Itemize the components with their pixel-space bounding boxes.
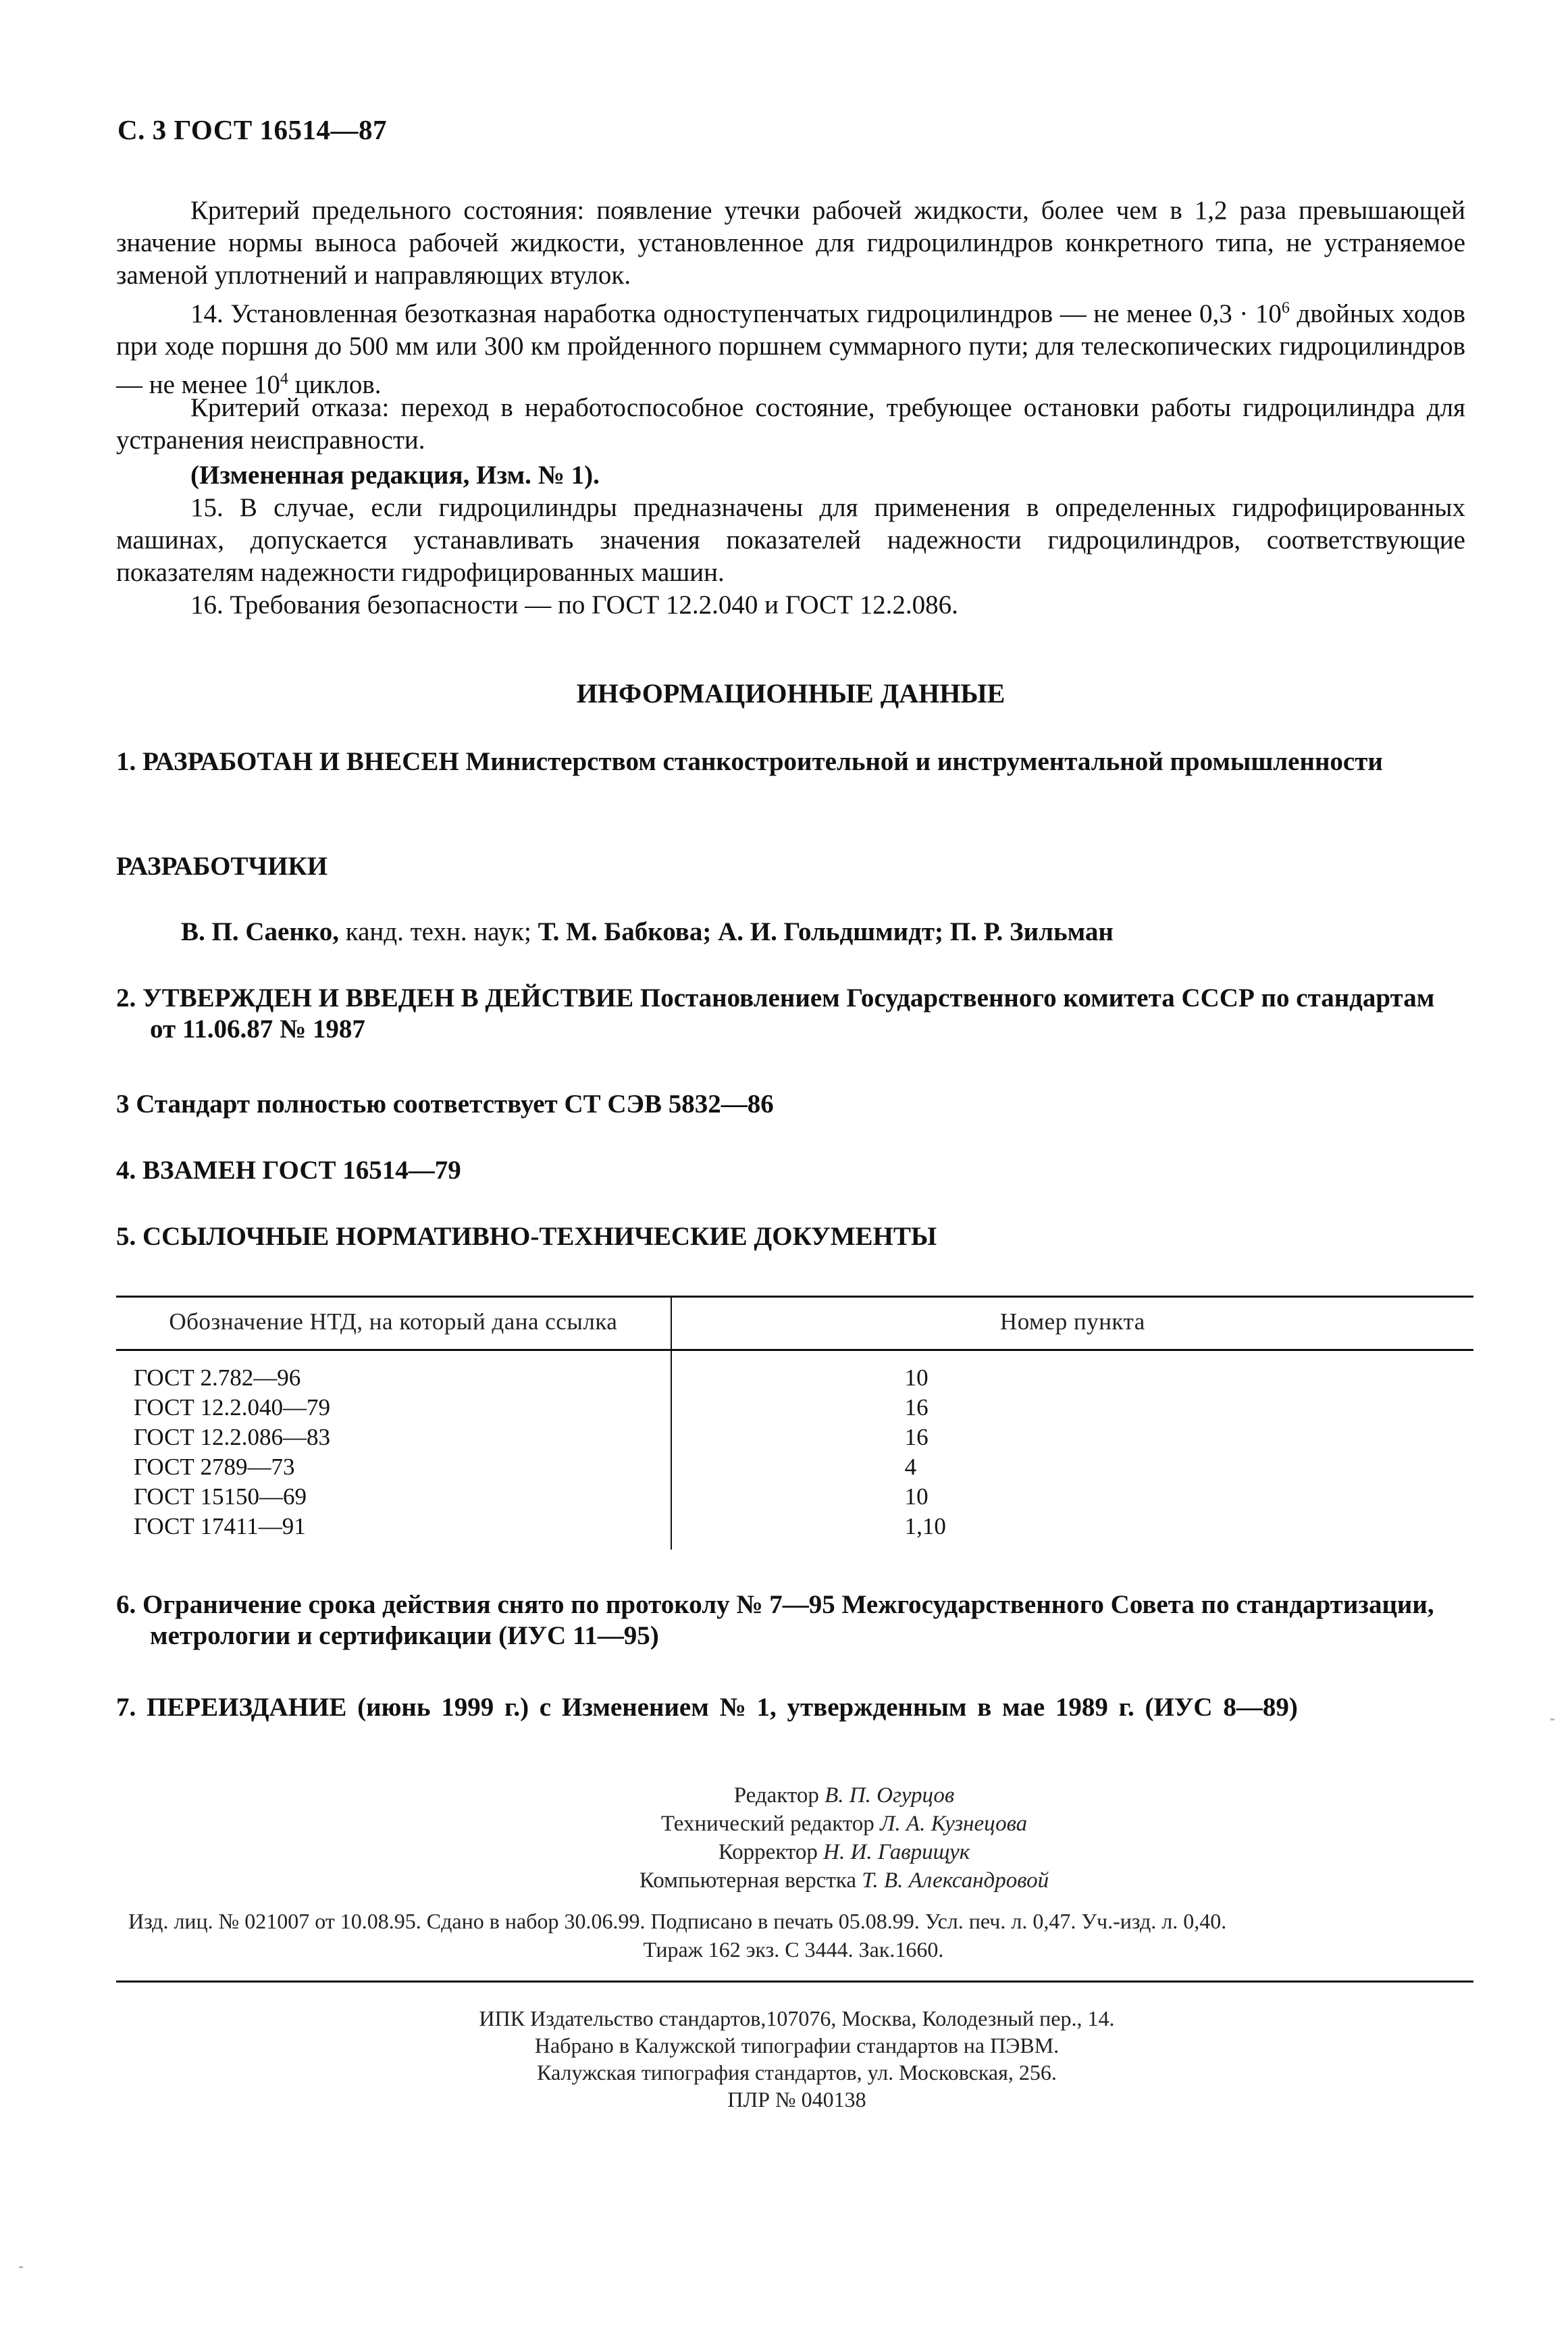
paragraph-14 <box>116 292 1465 401</box>
developer-name: В. П. Саенко, <box>181 917 339 946</box>
page-header: С. 3 ГОСТ 16514—87 <box>117 114 388 145</box>
table-row <box>116 1350 1473 1394</box>
credit-label: Редактор <box>733 1783 825 1808</box>
developers-heading: РАЗРАБОТЧИКИ <box>116 852 328 881</box>
column-header-item: Номер пункта <box>671 1298 1473 1350</box>
table-row <box>116 1452 1473 1482</box>
imprint-line-4: ПЛР № 040138 <box>727 2087 866 2112</box>
column-header-document: Обозначение НТД, на который дана ссылка <box>116 1298 671 1350</box>
scan-mark <box>1550 1718 1554 1720</box>
credit-corrector <box>473 1838 1216 1866</box>
developers-list <box>181 917 1114 947</box>
info-item-6 <box>116 1589 1465 1652</box>
item-number: 16 <box>904 1424 929 1450</box>
paragraph-failure-criterion <box>116 392 1465 457</box>
credit-layout <box>473 1866 1216 1895</box>
paragraph-text: 15. В случае, если гидроцилиндры предназначены для применения в определенных гидрофицированных машинах, допускается устанавливать значения показателей надежности гидроцилиндров, соответствующие показателям надежности гидрофицированных машин. <box>116 493 1465 587</box>
credit-label: Компьютерная верстка <box>639 1868 862 1893</box>
document-designation: ГОСТ 12.2.086—83 <box>116 1423 671 1452</box>
item-number: 4 <box>904 1454 917 1480</box>
info-item-text: 1. РАЗРАБОТАН И ВНЕСЕН Министерством станкостроительной и инструментальной промышленности <box>116 747 1383 776</box>
credit-name: Т. В. Александровой <box>862 1868 1049 1893</box>
developer-name: А. И. Гольдшмидт; <box>718 917 944 946</box>
credit-label: Технический редактор <box>660 1812 881 1836</box>
superscript: 6 <box>1281 299 1290 317</box>
credit-label: Корректор <box>718 1840 824 1864</box>
imprint-line-2: Набрано в Калужской типографии стандартов на ПЭВМ. <box>534 2033 1060 2058</box>
table-body <box>116 1350 1473 1550</box>
paragraph-text: Критерий отказа: переход в неработоспособное состояние, требующее остановки работы гидроцилиндра для устранения неисправности. <box>116 393 1465 455</box>
superscript: 4 <box>280 370 288 388</box>
developer-name: П. Р. Зильман <box>949 917 1114 946</box>
amendment-note: (Измененная редакция, Изм. № 1). <box>190 461 600 490</box>
imprint-block <box>317 2005 1276 2113</box>
paragraph-amendment-note <box>116 459 1465 492</box>
info-item-text: 6. Ограничение срока действия снято по протоколу № 7—95 Межгосударственного Совета по стандартизации, метрологии и сертификации (ИУС 11—95) <box>116 1590 1434 1650</box>
imprint-line-1: ИПК Издательство стандартов,107076, Москва, Колодезный пер., 14. <box>479 2006 1115 2030</box>
item-number: 10 <box>904 1483 929 1510</box>
info-section-title: ИНФОРМАЦИОННЫЕ ДАННЫЕ <box>576 678 1005 709</box>
text-run: циклов. <box>288 370 382 399</box>
ntd-table <box>116 1298 1473 1550</box>
developer-title: канд. техн. наук; <box>339 917 538 946</box>
text-run: 14. Установленная безотказная наработка одноступенчатых гидроцилиндров — не менее 0,3 · 10 <box>190 299 1282 328</box>
info-item-3: 3 Стандарт полностью соответствует СТ СЭВ 5832—86 <box>116 1090 774 1119</box>
info-item-4: 4. ВЗАМЕН ГОСТ 16514—79 <box>116 1156 461 1185</box>
paragraph-text <box>116 292 1465 401</box>
document-designation: ГОСТ 15150—69 <box>116 1482 671 1512</box>
paragraph-15 <box>116 492 1465 589</box>
imprint-line-3: Калужская типография стандартов, ул. Московская, 256. <box>537 2060 1057 2085</box>
separator <box>943 917 950 946</box>
credit-name: Н. И. Гаврищук <box>823 1840 970 1864</box>
paragraph-text: 16. Требования безопасности — по ГОСТ 12.2.040 и ГОСТ 12.2.086. <box>190 590 958 619</box>
credit-name: Л. А. Кузнецова <box>880 1812 1028 1836</box>
document-designation: ГОСТ 2.782—96 <box>116 1350 671 1394</box>
item-number: 10 <box>904 1364 929 1391</box>
credit-name: В. П. Огурцов <box>825 1783 955 1808</box>
paragraph-limit-state <box>116 195 1465 292</box>
table-row <box>116 1512 1473 1550</box>
credit-tech-editor <box>473 1810 1216 1838</box>
developer-name: Т. М. Бабкова; <box>538 917 712 946</box>
table-row <box>116 1482 1473 1512</box>
text-run: двойных ходов при ходе поршня до 500 мм или 300 км пройденного поршнем суммарного пути; для телескопических гидроцилиндров — не менее 10 <box>116 299 1466 399</box>
table-header-row <box>116 1298 1473 1350</box>
document-designation: ГОСТ 17411—91 <box>116 1512 671 1550</box>
info-item-text: 2. УТВЕРЖДЕН И ВВЕДЕН В ДЕЙСТВИЕ Постановлением Государственного комитета СССР по стандартам от 11.06.87 № 1987 <box>116 983 1435 1044</box>
document-designation: ГОСТ 12.2.040—79 <box>116 1393 671 1423</box>
scan-mark <box>19 2266 23 2268</box>
item-number: 16 <box>904 1394 929 1421</box>
info-item-7: 7. ПЕРЕИЗДАНИЕ (июнь 1999 г.) с Изменением № 1, утвержденным в мае 1989 г. (ИУС 8—89) <box>116 1693 1298 1722</box>
publication-line-1: Изд. лиц. № 021007 от 10.08.95. Сдано в набор 30.06.99. Подписано в печать 05.08.99. Усл. печ. л. 0,47. Уч.-изд. л. 0,40. <box>128 1909 1227 1933</box>
info-item-2 <box>116 983 1465 1045</box>
credit-editor <box>473 1781 1216 1810</box>
info-item-5: 5. ССЫЛОЧНЫЕ НОРМАТИВНО-ТЕХНИЧЕСКИЕ ДОКУМЕНТЫ <box>116 1222 937 1251</box>
publication-info <box>128 1907 1459 1964</box>
table-row <box>116 1393 1473 1423</box>
table-row <box>116 1423 1473 1452</box>
credits-block <box>473 1781 1216 1895</box>
document-designation: ГОСТ 2789—73 <box>116 1452 671 1482</box>
item-number: 1,10 <box>904 1513 946 1539</box>
divider-line <box>116 1981 1473 1983</box>
reference-documents-table <box>116 1296 1473 1550</box>
paragraph-16 <box>116 589 1465 621</box>
publication-line-2: Тираж 162 экз. С 3444. Зак.1660. <box>643 1937 944 1962</box>
paragraph-text: Критерий предельного состояния: появление утечки рабочей жидкости, более чем в 1,2 раза превышающей значение нормы выноса рабочей жидкости, установленное для гидроцилиндров конкретного типа, не устраняемое заменой уплотнений и направляющих втулок. <box>116 196 1465 290</box>
separator <box>711 917 718 946</box>
info-item-1 <box>116 746 1465 777</box>
